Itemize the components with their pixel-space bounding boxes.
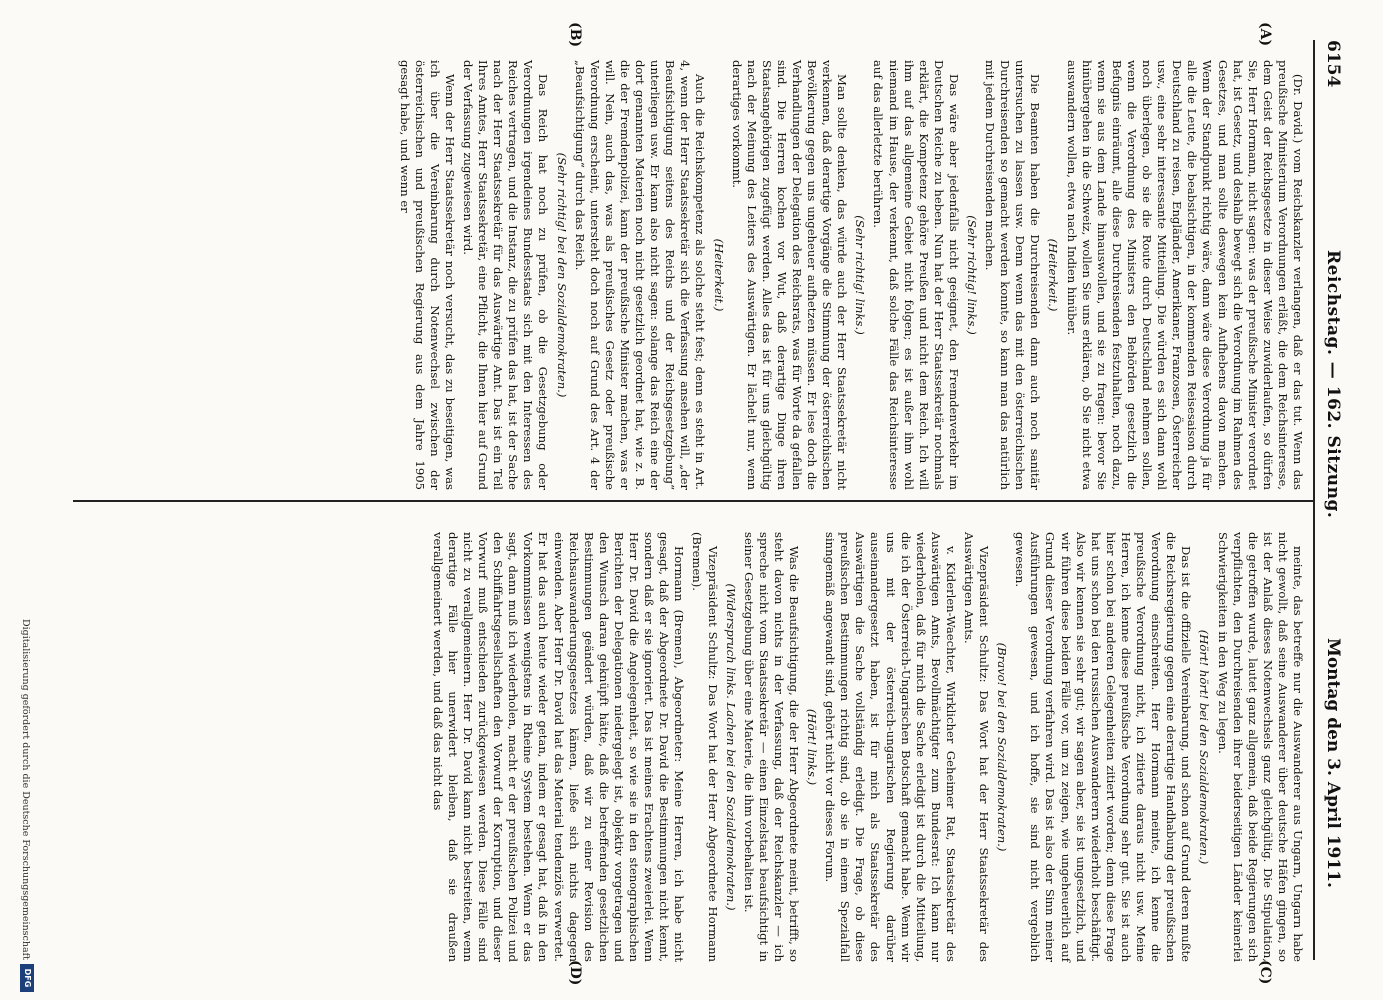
digitization-credit: Digitalisierung gefördert durch die Deutsche Forschungsgemeinschaft	[20, 618, 31, 960]
paragraph: Das ist die offizielle Vereinbarung, und schon auf Grund deren mußte die Reichsregierung gegen eine derartige Handhabung der preußischen Verordnung einschreiten. Herr Hormann meinte, ich kenne die preußische Verordnung nicht, ich zitierte daraus nicht usw. Meine Herren, ich kenne diese preußische Verordnung sehr gut. Sie ist auch hier schon bei anderen Gelegenheiten zitiert worden; denn diese Frage hat uns schon bei den russischen Auswanderern wiederholt beschäftigt. Also wir kennen sie sehr gut; wir sagen aber, sie ist ungesetzlich, und wir führen diese beiden Fälle vor, um zu zeigen, wie ungeheuerlich auf Grund dieser Verordnung verfahren wird. Das ist also der Sinn meiner Ausführungen gewesen, und ich hoffe, sie sind nicht vergeblich gewesen.	[1013, 532, 1194, 962]
speaker-paragraph: Vizepräsident Schultz: Das Wort hat der Herr Abgeordnete Hormann (Bremen).	[690, 532, 720, 962]
paragraph: Das wäre aber jedenfalls nicht geeignet, den Fremdenverkehr im Deutschen Reiche zu heben. Nun hat der Herr Staatssekretär nochmals erklärt, die Kompetenz gehöre Preußen und nicht dem Reich. Ich will ihm auf das allgemeine Gebiet nicht folgen; es ist außer ihm wohl niemand im Hause, der verkennt, daß solche Fälle das Reichsinteresse auf das allerletzte berühren.	[871, 60, 961, 490]
margin-mark-a: (A)	[1257, 22, 1273, 47]
left-column	[394, 60, 1305, 490]
right-column	[427, 532, 1305, 962]
paragraph: Wenn der Herr Staatssekretär noch versucht, das zu beseitigen, was ich über die Vereinbarung durch Notenwechsel zwischen der österreichischen und preußischen Regierung aus dem Jahre 1905 gesagt habe, und wenn er	[397, 60, 457, 490]
paragraph: Auch die Reichskompetenz als solche steht fest; denn es steht in Art. 4, wenn der Herr Staatssekretär sich die Verfassung ansehen will, „der Beaufsichtigung seitens des Reichs und der Reichsgesetzgebung“ unterliegen usw. Er kann also nicht sagen: solange das Reich eine der dort genannten Materien noch nicht gesetzlich geordnet hat, wie z. B. die der Fremdenpolizei, kann der preußische Minister machen, was er will. Nein, auch das, was als preußisches Gesetz oder preußische Verordnung erscheint, untersteht doch noch auf Grund des Art. 4 der „Beaufsichtigung“ durch das Reich.	[572, 60, 708, 490]
paragraph: Das Reich hat noch zu prüfen, ob die Gesetzgebung oder Verordnungen irgendeines Bundesstaats sich mit den Interessen des Reiches vertragen, und die Instanz, die zu prüfen das hat, ist der Sache nach der Herr Staatssekretär für das Auswärtige Amt. Das ist ein Teil Ihres Amtes, Herr Staatssekretär, eine Pflicht, die Ihnen hier auf Grund der Verfassung zugewiesen wird.	[461, 60, 551, 490]
speaker-paragraph: Hormann (Bremen), Abgeordneter: Meine Herren, ich habe nicht gesagt, daß der Abgeordnete Dr. David die Bestimmungen nicht kennt, sondern daß er sie ignoriert. Das ist meines Erachtens zweierlei. Wenn Herr Dr. David die Angelegenheit, so wie sie in den stenographischen Berichten der Delegationen niedergelegt ist, objektiv vorgetragen und den Wunsch daran geknüpft hätte, daß die betreffenden gesetzlichen Bestimmungen geändert würden, daß wir zu einer Revision des Reichsauswanderungsgesetzes kämen, ließe sich nichts dagegen einwenden. Aber Herr Dr. David hat das Material tendenziös verwertet. Er hat das auch heute wieder getan, indem er gesagt hat, daß in den Vorkommnissen wenigstens in Rheine System bestehen. Wenn er das sagt, dann muß ich wiederholen, macht er der preußischen Polizei und den Schiffahrtsgesellschaften den Vorwurf der Korruption, und dieser Vorwurf muß entschieden zurückgewiesen werden. Diese Fälle sind nicht zu verallgemeinern. Herr Dr. David kann nicht bestreiten, wenn derartige Fälle hier unerwidert bleiben, daß sie draußen verallgemeinert werden, und daß das nicht das	[430, 532, 687, 962]
session-date: Montag den 3. April 1911.	[1323, 638, 1343, 888]
interjection: (Hört! hört! bei den Sozialdemokraten.)	[1197, 629, 1212, 865]
page-header	[1313, 40, 1349, 960]
page-number: 6154	[1323, 40, 1343, 88]
interjection: (Sehr richtig! bei den Sozialdemokraten.)	[554, 152, 569, 398]
margin-mark-d: (D)	[567, 960, 583, 986]
interjection: (Heiterkeit.)	[1046, 238, 1061, 312]
interjection: (Sehr richtig! links.)	[853, 215, 868, 335]
paragraph: meinte, das betreffe nur die Auswanderer aus Ungarn, Ungarn habe nicht gewollt, daß seine Auswanderer über deutsche Häfen gingen, so ist der Anlaß dieses Notenwechsels ganz gleichgültig. Die Stipulation, die getroffen wurde, lautet ganz allgemein, daß beide Regierungen sich verpflichten, den Durchreisenden ihrer beiderseitigen Länder keinerlei Schwierigkeiten in den Weg zu legen.	[1215, 532, 1305, 962]
interjection: (Heiterkeit.)	[711, 238, 726, 312]
paragraph: Man sollte denken, das würde auch der Herr Staatssekretär nicht verkennen, daß derartige Vorgänge die Stimmung der österreichischen Bevölkerung gegen uns ungeheuer aufhetzen müssen. Er lese doch die Verhandlungen der Delegation des Reichsrats, was für Worte da gefallen sind. Die Herren kochen vor Wut, daß derartige Dinge ihren Staatsangehörigen zugefügt werden. Alles das ist für uns gleichgültig nach der Meinung des Leiters des Auswärtigen. Er lächelt nur, wenn derartiges vorkommt.	[729, 60, 850, 490]
speaker-paragraph: Vizepräsident Schultz: Das Wort hat der Herr Staatssekretär des Auswärtigen Amts.	[962, 532, 992, 962]
paragraph: Die Beamten haben die Durchreisenden dann auch noch sanitär untersuchen zu lassen usw. Denn wenn das mit den österreichischen Durchreisenden so gemacht werden konnte, so kann man das natürlich mit jedem Durchreisenden machen.	[983, 60, 1043, 490]
interjection: (Hört! links.)	[805, 708, 820, 786]
column-divider	[73, 500, 1313, 502]
interjection: (Bravo! bei den Sozialdemokraten.)	[995, 642, 1010, 852]
dfg-badge: DFG	[20, 964, 34, 992]
paragraph: Was die Beaufsichtigung, die der Herr Abgeordnete meint, betrifft, so steht davon nichts in der Verfassung, daß der Reichskanzler — ich spreche nicht vom Staatssekretär — einen Einzelstaat beaufsichtigt in seiner Gesetzgebung über eine Materie, die ihm vorbehalten ist.	[741, 532, 801, 962]
margin-mark-b: (B)	[567, 22, 583, 48]
speaker-paragraph: v. Kiderlen-Waechter, Wirklicher Geheimer Rat, Staatssekretär des Auswärtigen Amts, Bevollmächtigter zum Bundesrat: Ich kann nur wiederholen, daß für mich die Sache erledigt ist durch die Mitteilung, die ich der Österreich-Ungarischen Botschaft gemacht habe. Wenn wir uns mit der österreich-ungarischen Regierung darüber auseinandergesetzt haben, ist für mich als Staatssekretär des Auswärtigen die Sache vollständig erledigt. Die Frage, ob diese preußischen Bestimmungen richtig sind, ob sie in einem Spezialfall sinngemäß angewandt sind, gehört nicht vor dieses Forum.	[823, 532, 958, 962]
interjection: (Sehr richtig! links.)	[965, 215, 980, 335]
interjection: (Widerspruch links. Lachen bei den Sozialdemokraten.)	[723, 583, 738, 911]
margin-mark-c: (C)	[1257, 960, 1273, 985]
paragraph: (Dr. David.) vom Reichskanzler verlangen, daß er das tut. Wenn das preußische Ministerium Verordnungen erläßt, die dem Reichsinteresse, dem Geist der Reichsgesetze in dieser Weise zuwiderlaufen, so dürfen Sie, Herr Hormann, nicht sagen: was der preußische Minister verordnet hat, ist Gesetz, und deshalb bewegt sich die Verordnung im Rahmen des Gesetzes, und man sollte deswegen kein Aufhebens davon machen. Wenn der Standpunkt richtig wäre, dann wäre diese Verordnung ja für alle die Leute, die beabsichtigen, in der kommenden Reisesaison durch Deutschland zu reisen, Engländer, Amerikaner, Franzosen, Österreicher usw., eine sehr interessante Mitteilung. Die würden es sich dann wohl noch überlegen, ob sie die Route durch Deutschland nehmen sollen, wenn die Verordnung des Ministers den Behörden gesetzlich die Befugnis einräumt, alle diese Durchreisenden festzuhalten, noch dazu, wenn sie aus dem Lande hinauswollen, und sie zu fragen: bevor Sie hinübergehen in die Schweiz, wollen Sie uns erklären, ob Sie nicht etwa auswandern wollen, etwa nach Indien hinüber.	[1064, 60, 1305, 490]
session-title: Reichstag. — 162. Sitzung.	[1323, 250, 1343, 519]
